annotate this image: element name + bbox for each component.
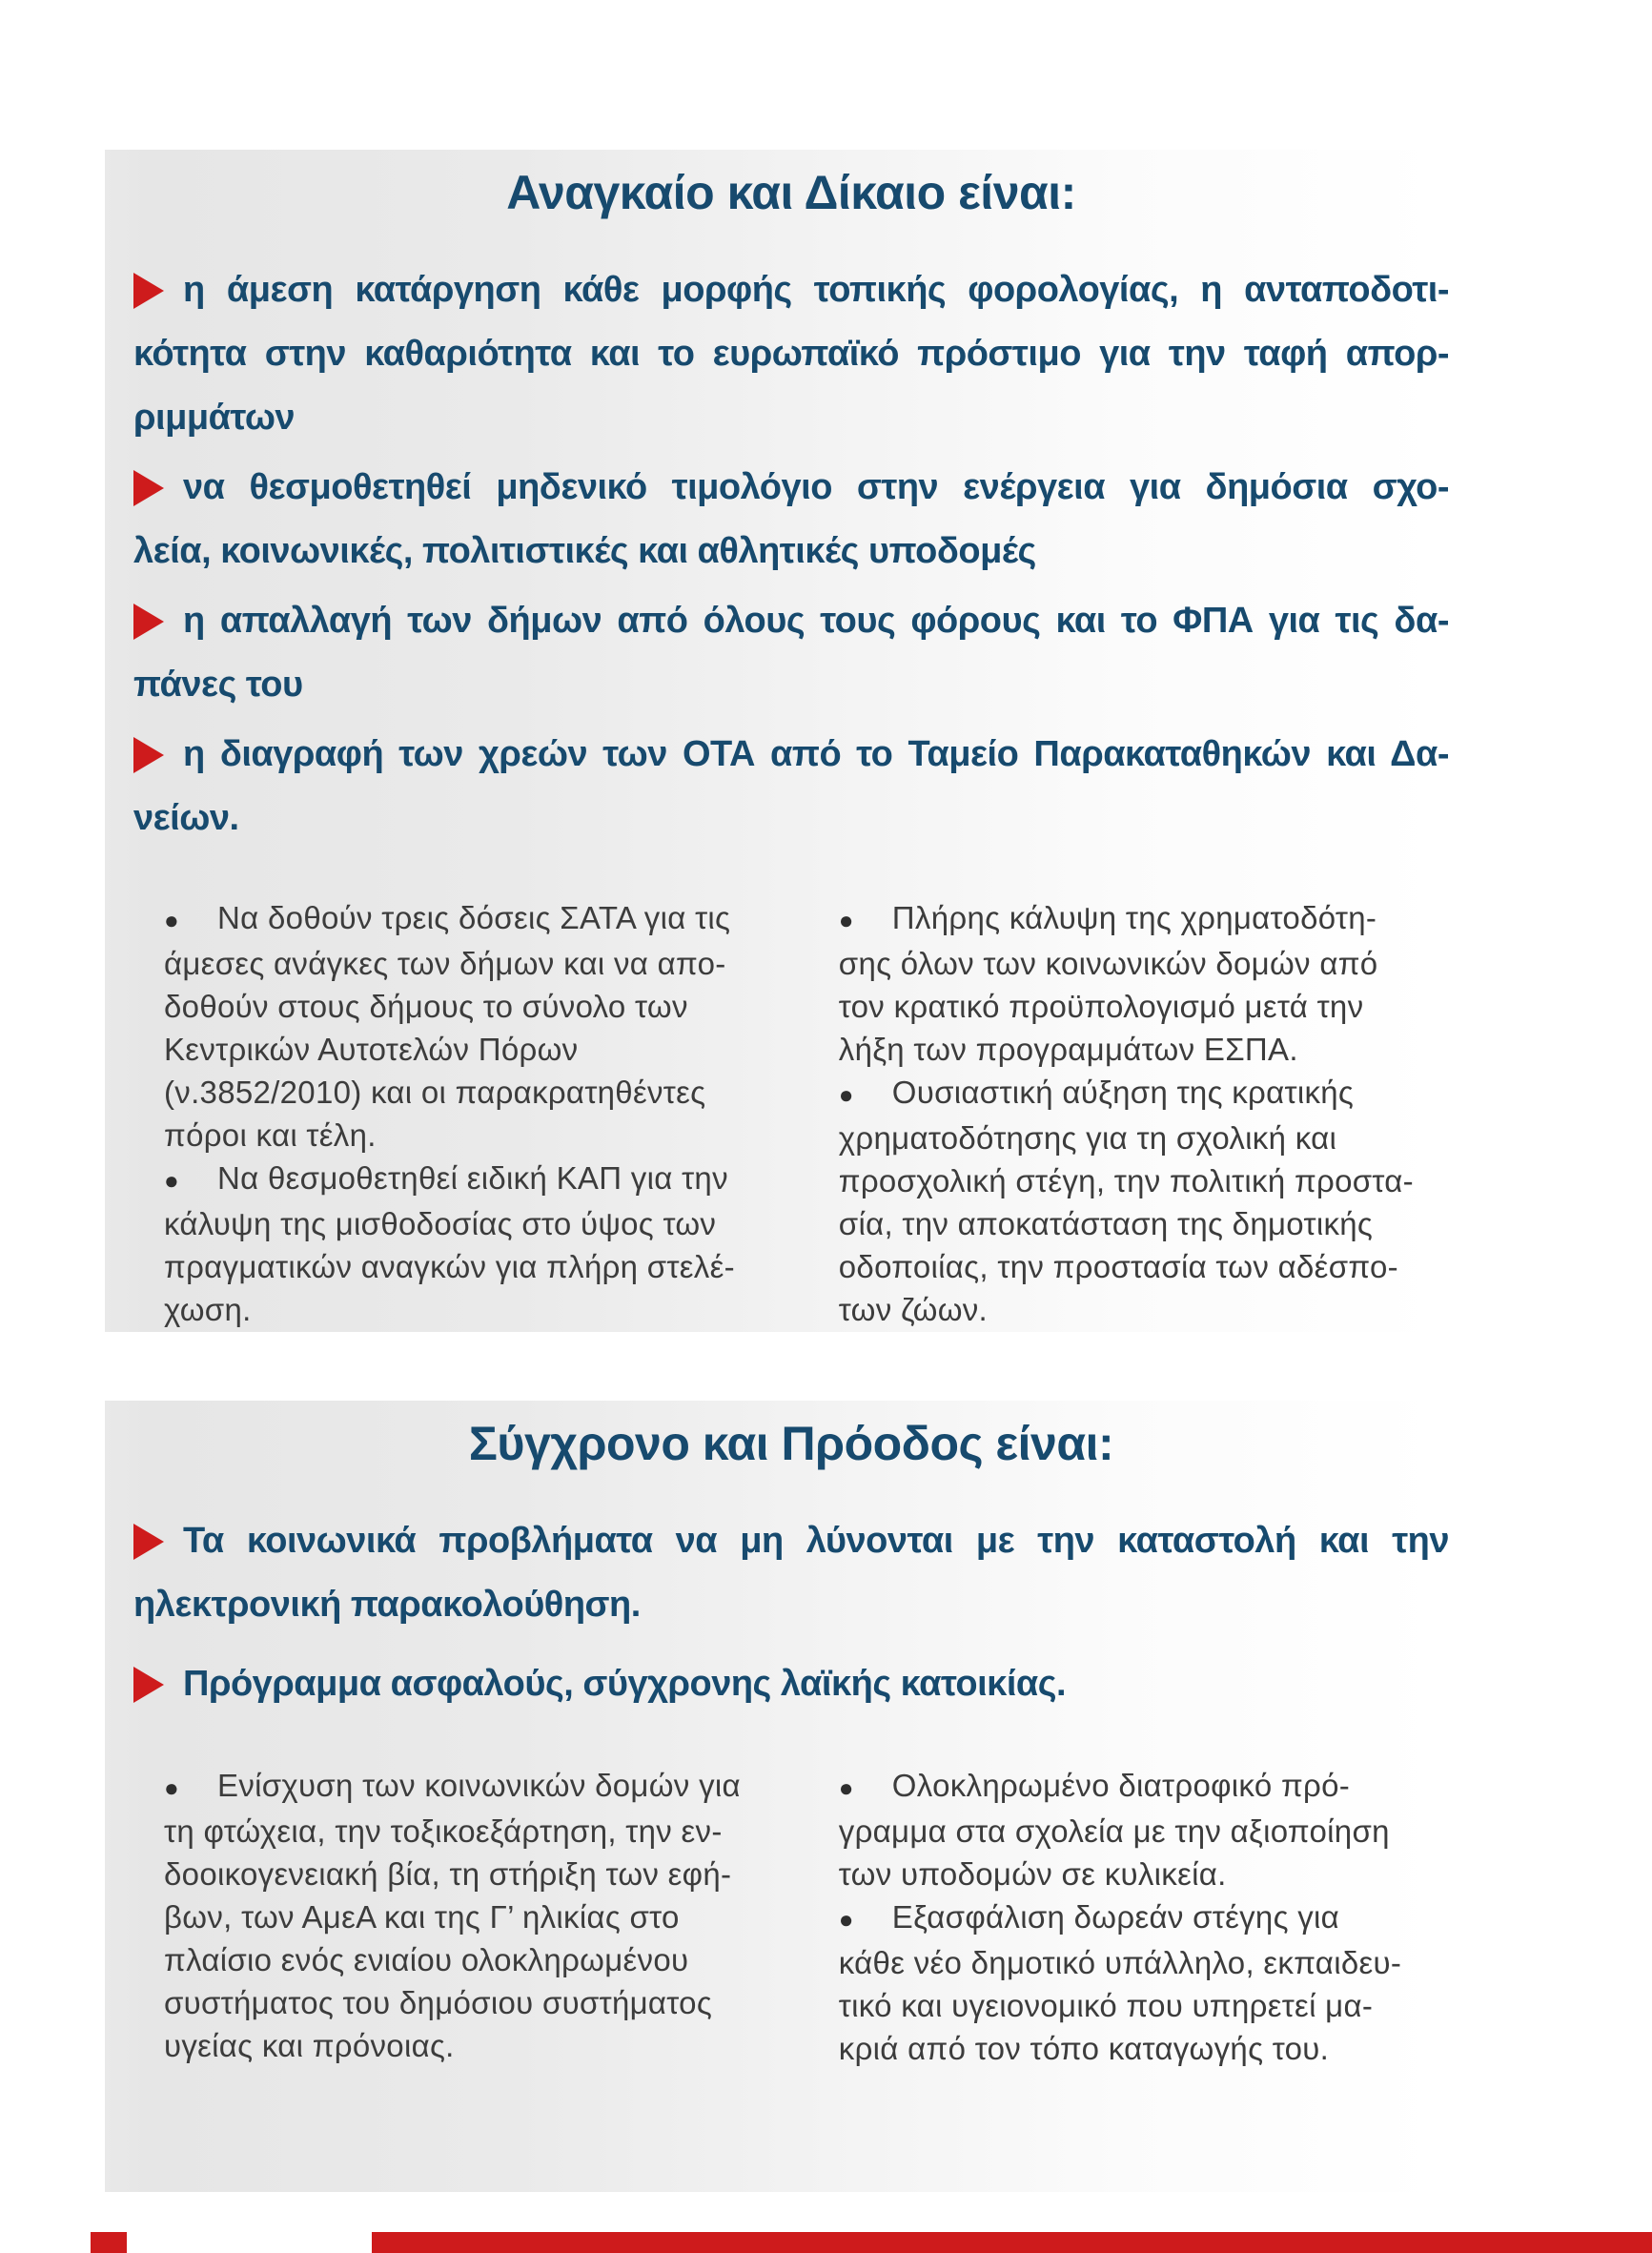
footer-red-mark: [91, 2232, 127, 2253]
text-line: η διαγραφή των χρεών των ΟΤΑ από το Ταμείο Παρακαταθηκών και Δα-: [133, 723, 1449, 787]
text-line: χωση.: [164, 1292, 252, 1327]
body-column-right: [839, 1764, 1449, 2070]
text-line: άμεσες ανάγκες των δήμων και να απο-: [164, 946, 726, 981]
arrow-bullet-icon: [133, 737, 164, 773]
text-line: υγείας και πρόνοιας.: [164, 2028, 455, 2063]
body-columns: [164, 896, 1449, 1331]
dot-bullet-item: [164, 1764, 803, 2067]
dot-bullet-item: [839, 896, 1449, 1071]
text-line: ● Ουσιαστική αύξηση της κρατικής: [839, 1071, 1449, 1116]
arrow-bullet-item: [133, 1652, 1449, 1716]
text-line: συστήματος του δημόσιου συστήματος: [164, 1985, 713, 2020]
body-column-left: [164, 1764, 803, 2070]
text-line: η άμεση κατάργηση κάθε μορφής τοπικής φορολογίας, η ανταποδοτι-: [133, 258, 1449, 322]
text-line: λεία, κοινωνικές, πολιτιστικές και αθλητικές υποδομές: [133, 531, 1036, 571]
text-line: τον κρατικό προϋπολογισμό μετά την: [838, 989, 1364, 1024]
text-line: η απαλλαγή των δήμων από όλους τους φόρους και το ΦΠΑ για τις δα-: [133, 589, 1449, 653]
text-line: Τα κοινωνικά προβλήματα να μη λύνονται με την καταστολή και την: [133, 1509, 1449, 1573]
text-line: λήξη των προγραμμάτων ΕΣΠΑ.: [838, 1032, 1298, 1067]
text-line: δοθούν στους δήμους το σύνολο των: [164, 989, 688, 1024]
footer-red-bar: [372, 2232, 1652, 2253]
section-necessary-panel: [105, 150, 1554, 1332]
text-line: κάλυψη της μισθοδοσίας στο ύψος των: [164, 1206, 717, 1241]
dot-bullet-icon: ●: [164, 1773, 180, 1802]
text-line: πραγματικών αναγκών για πλήρη στελέ-: [164, 1249, 735, 1284]
dot-bullet-icon: ●: [164, 906, 180, 934]
text-line: τη φτώχεια, την τοξικοεξάρτηση, την εν-: [164, 1813, 723, 1849]
text-line: ● Να δοθούν τρεις δόσεις ΣΑΤΑ για τις: [164, 896, 803, 942]
arrow-bullet-list: [133, 258, 1449, 850]
body-columns: [164, 1764, 1449, 2070]
text-line: κάθε νέο δημοτικό υπάλληλο, εκπαιδευ-: [838, 1945, 1402, 1980]
text-line: βων, των ΑμεΑ και της Γ’ ηλικίας στο: [164, 1899, 680, 1935]
text-line: ● Πλήρης κάλυψη της χρηματοδότη-: [839, 896, 1449, 942]
text-line: των ζώων.: [838, 1292, 989, 1327]
text-line: ● Ενίσχυση των κοινωνικών δομών για: [164, 1764, 803, 1810]
text-line: ● Να θεσμοθετηθεί ειδική ΚΑΠ για την: [164, 1157, 803, 1202]
body-column-left: [164, 896, 803, 1331]
arrow-bullet-item: [133, 723, 1449, 850]
text-line: πόροι και τέλη.: [164, 1117, 377, 1153]
text-line: χρηματοδότησης για τη σχολική και: [838, 1120, 1337, 1156]
text-line: σης όλων των κοινωνικών δομών από: [838, 946, 1378, 981]
text-line: ● Ολοκληρωμένο διατροφικό πρό-: [839, 1764, 1449, 1810]
arrow-bullet-item: [133, 258, 1449, 450]
arrow-bullet-item: [133, 1509, 1449, 1637]
text-line: οδοποιίας, την προστασία των αδέσπο-: [838, 1249, 1398, 1284]
text-line: δοοικογενειακή βία, τη στήριξη των εφή-: [164, 1856, 732, 1892]
text-line: προσχολική στέγη, την πολιτική προστα-: [838, 1163, 1414, 1198]
text-line: ηλεκτρονική παρακολούθηση.: [133, 1585, 641, 1625]
text-line: νείων.: [133, 798, 239, 838]
dot-bullet-item: [839, 1071, 1449, 1331]
text-line: τικό και υγειονομικό που υπηρετεί μα-: [838, 1988, 1374, 2023]
body-column-right: [839, 896, 1449, 1331]
dot-bullet-item: [164, 1157, 803, 1331]
dot-bullet-icon: ●: [838, 1905, 854, 1934]
arrow-bullet-item: [133, 456, 1449, 584]
text-line: να θεσμοθετηθεί μηδενικό τιμολόγιο στην ενέργεια για δημόσια σχο-: [133, 456, 1449, 520]
text-line: κριά από τον τόπο καταγωγής του.: [838, 2031, 1330, 2066]
text-line: Πρόγραμμα ασφαλούς, σύγχρονης λαϊκής κατοικίας.: [133, 1652, 1449, 1716]
dot-bullet-icon: ●: [164, 1166, 180, 1195]
section-title-modern: Σύγχρονο και Πρόοδος είναι:: [468, 1417, 1114, 1470]
text-line: των υποδομών σε κυλικεία.: [838, 1856, 1227, 1892]
text-line: ριμμάτων: [133, 398, 296, 438]
arrow-bullet-item: [133, 589, 1449, 717]
dot-bullet-item: [839, 1895, 1449, 2070]
dot-bullet-icon: ●: [838, 1773, 854, 1802]
text-line: πλαίσιο ενός ενιαίου ολοκληρωμένου: [164, 1942, 689, 1977]
arrow-bullet-icon: [133, 470, 164, 506]
text-line: σία, την αποκατάσταση της δημοτικής: [838, 1206, 1374, 1241]
arrow-bullet-icon: [133, 1524, 164, 1560]
section-title-necessary: Αναγκαίο και Δίκαιο είναι:: [506, 166, 1076, 219]
text-line: Κεντρικών Αυτοτελών Πόρων: [164, 1032, 579, 1067]
text-line: γραμμα στα σχολεία με την αξιοποίηση: [838, 1813, 1390, 1849]
text-line: πάνες του: [133, 665, 303, 705]
dot-bullet-icon: ●: [838, 906, 854, 934]
dot-bullet-item: [839, 1764, 1449, 1895]
dot-bullet-item: [164, 896, 803, 1157]
arrow-bullet-icon: [133, 604, 164, 640]
section-modern-panel: [105, 1401, 1554, 2192]
dot-bullet-icon: ●: [838, 1080, 854, 1109]
text-line: (ν.3852/2010) και οι παρακρατηθέντες: [164, 1075, 706, 1110]
arrow-bullet-icon: [133, 1667, 164, 1703]
text-line: ● Εξασφάλιση δωρεάν στέγης για: [839, 1895, 1449, 1941]
arrow-bullet-icon: [133, 273, 164, 309]
arrow-bullet-list: [133, 1509, 1449, 1716]
text-line: κότητα στην καθαριότητα και το ευρωπαϊκό πρόστιμο για την ταφή απορ-: [133, 334, 1449, 374]
